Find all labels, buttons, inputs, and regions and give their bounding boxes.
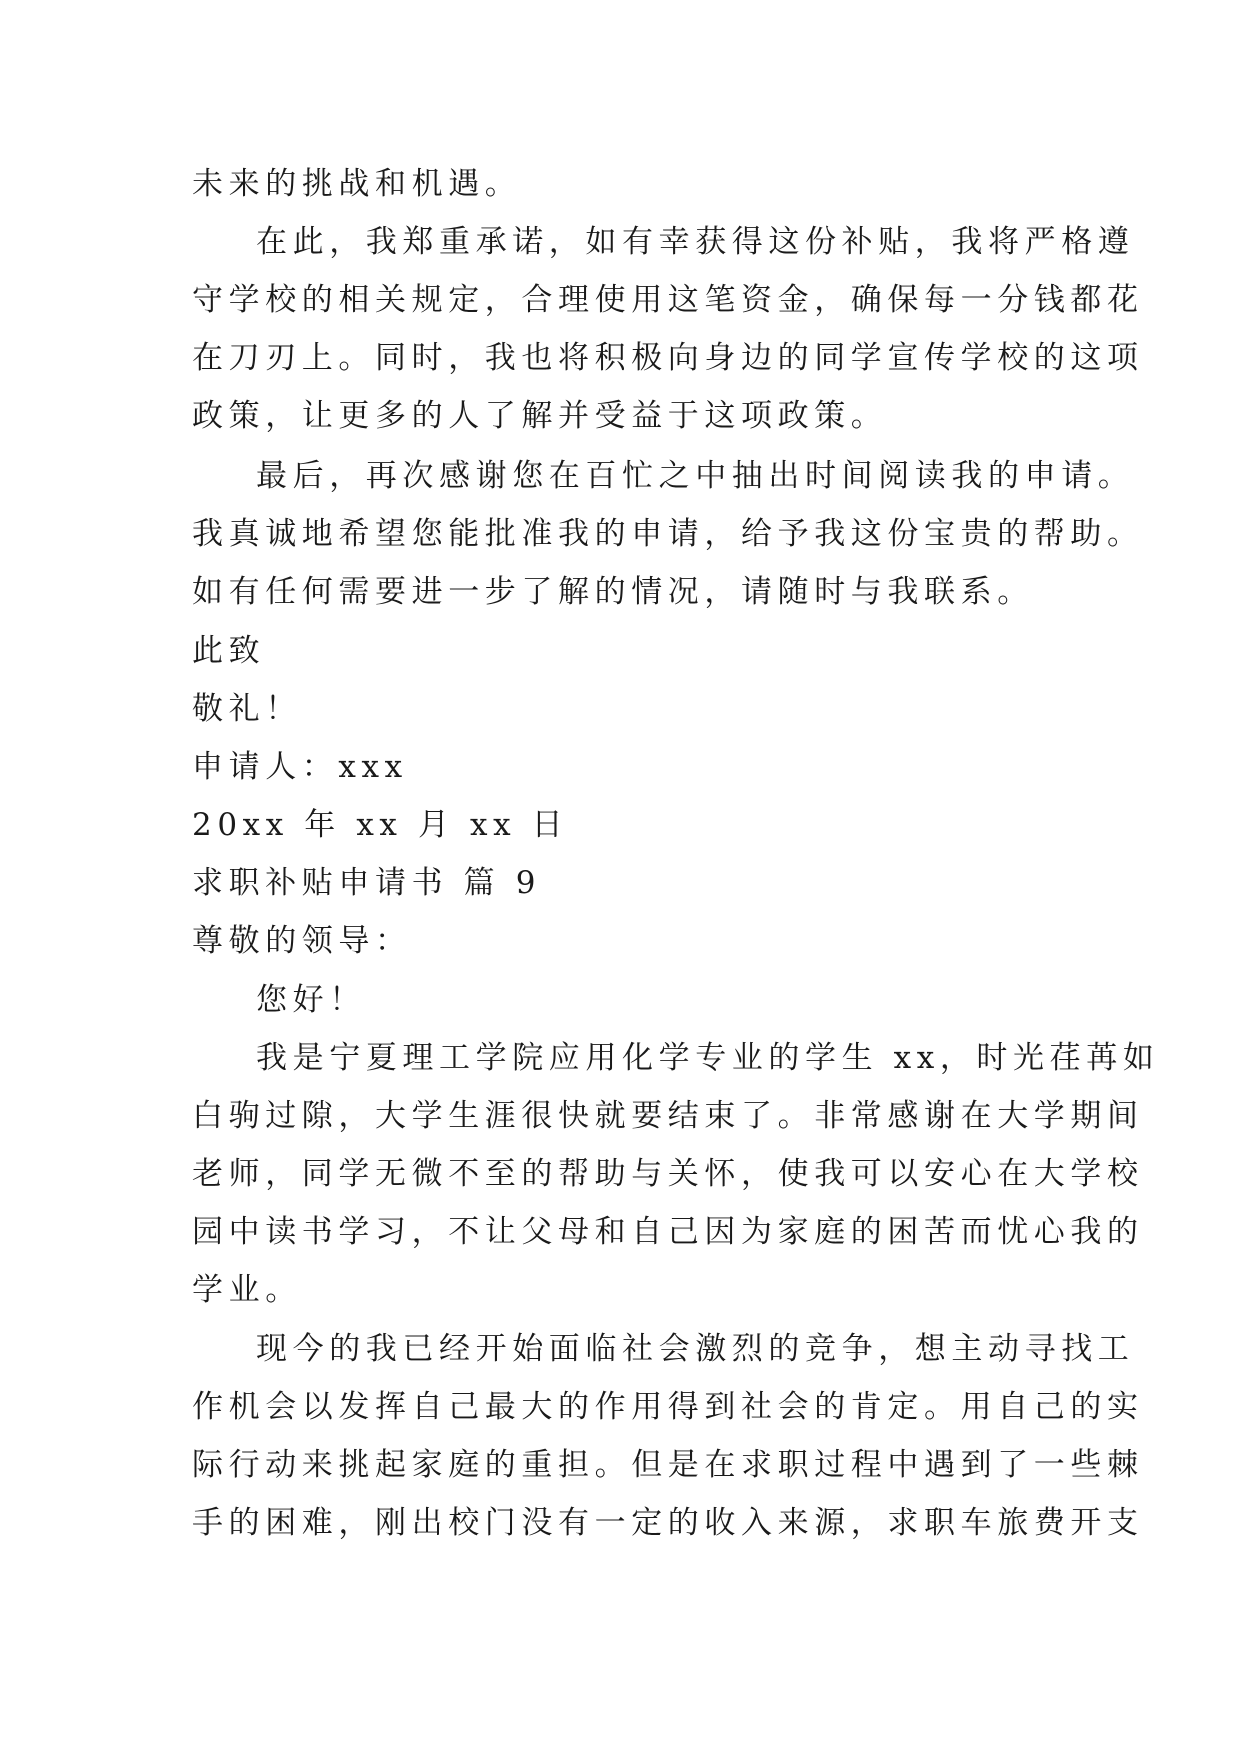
- text-line: 在此，我郑重承诺，如有幸获得这份补贴，我将严格遵: [256, 224, 1135, 260]
- text-line: 作机会以发挥自己最大的作用得到社会的肯定。用自己的实: [192, 1389, 1144, 1425]
- text-line: 未来的挑战和机遇。: [192, 166, 522, 202]
- text-line: 最后，再次感谢您在百忙之中抽出时间阅读我的申请。: [256, 458, 1135, 494]
- text-line: 学业。: [192, 1272, 302, 1308]
- text-line: 老师，同学无微不至的帮助与关怀，使我可以安心在大学校: [192, 1156, 1144, 1192]
- text-line: 我是宁夏理工学院应用化学专业的学生 xx，时光荏苒如: [256, 1040, 1160, 1076]
- text-line: 我真诚地希望您能批准我的申请，给予我这份宝贵的帮助。: [192, 516, 1144, 552]
- text-line: 政策，让更多的人了解并受益于这项政策。: [192, 398, 888, 434]
- salutation: 尊敬的领导：: [192, 923, 412, 959]
- section-title: 求职补贴申请书 篇 9: [192, 865, 542, 901]
- text-line: 白驹过隙，大学生涯很快就要结束了。非常感谢在大学期间: [192, 1098, 1144, 1134]
- text-line: 如有任何需要进一步了解的情况，请随时与我联系。: [192, 574, 1034, 610]
- text-line: 在刀刃上。同时，我也将积极向身边的同学宣传学校的这项: [192, 340, 1144, 376]
- closing-line: 此致: [192, 633, 266, 669]
- text-line: 手的困难，刚出校门没有一定的收入来源，求职车旅费开支: [192, 1505, 1144, 1541]
- greeting: 您好！: [256, 982, 366, 1018]
- text-line: 现今的我已经开始面临社会激烈的竞争，想主动寻找工: [256, 1331, 1135, 1367]
- text-line: 际行动来挑起家庭的重担。但是在求职过程中遇到了一些棘: [192, 1447, 1144, 1483]
- applicant-signature: 申请人：xxx: [192, 749, 408, 785]
- date-line: 20xx 年 xx 月 xx 日: [192, 807, 569, 843]
- text-line: 园中读书学习，不让父母和自己因为家庭的困苦而忧心我的: [192, 1214, 1144, 1250]
- text-line: 守学校的相关规定，合理使用这笔资金，确保每一分钱都花: [192, 282, 1144, 318]
- closing-salute: 敬礼！: [192, 691, 302, 727]
